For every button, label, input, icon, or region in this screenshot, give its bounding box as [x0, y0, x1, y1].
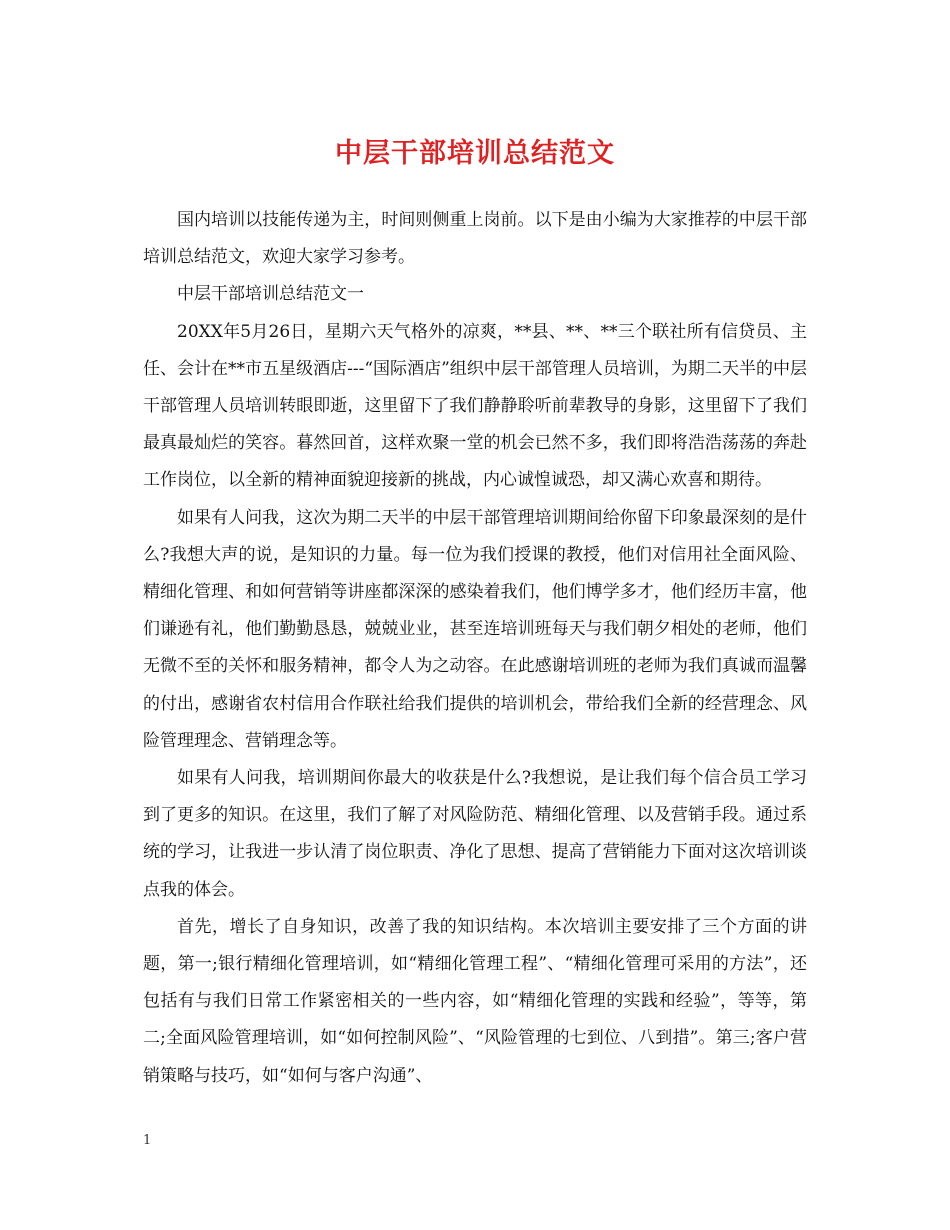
paragraph-biggest-gain: 如果有人问我，培训期间你最大的收获是什么?我想说，是让我们每个信合员工学习到了更多的知识。在这里，我们了解了对风险防范、精细化管理、以及营销手段。通过系统的学习，让我进一步认清了岗位职责、净化了思想、提高了营销能力下面对这次培训谈点我的体会。 [143, 768, 807, 900]
paragraph-deepest-impression: 如果有人问我，这次为期二天半的中层干部管理培训期间给你留下印象最深刻的是什么?我想大声的说，是知识的力量。每一位为我们授课的教授，他们对信用社全面风险、精细化管理、和如何营销等讲座都深深的感染着我们，他们博学多才，他们经历丰富，他们谦逊有礼，他们勤勤恳恳，兢兢业业，甚至连培训班每天与我们朝夕相处的老师，他们无微不至的关怀和服务精神，都令人为之动容。在此感谢培训班的老师为我们真诚而温馨的付出，感谢省农村信用合作联社给我们提供的培训机会，带给我们全新的经营理念、风险管理理念、营销理念等。 [143, 507, 807, 751]
paragraph-intro: 国内培训以技能传递为主，时间则侧重上岗前。以下是由小编为大家推荐的中层干部培训总结范文，欢迎大家学习参考。 [143, 210, 807, 268]
paragraph-first-point: 首先，增长了自身知识，改善了我的知识结构。本次培训主要安排了三个方面的讲题，第一;银行精细化管理培训，如“精细化管理工程”、“精细化管理可采用的方法”，还包括有与我们日常工作紧密相关的一些内容，如“精细化管理的实践和经验”，等等，第二;全面风险管理培训，如“如何控制风险”、“风险管理的七到位、八到措”。第三;客户营销策略与技巧，如“如何与客户沟通”、 [143, 916, 807, 1086]
document-body [143, 202, 807, 1095]
paragraph-training-opening: 20XX年5月26日，星期六天气格外的凉爽，**县、**、**三个联社所有信贷员、主任、会计在**市五星级酒店---“国际酒店”组织中层干部管理人员培训，为期二天半的中层干部管理人员培训转眼即逝，这里留下了我们静静聆听前辈教导的身影，这里留下了我们最真最灿烂的笑容。暮然回首，这样欢聚一堂的机会已然不多，我们即将浩浩荡荡的奔赴工作岗位，以全新的精神面貌迎接新的挑战，内心诚惶诚恐，却又满心欢喜和期待。 [143, 321, 807, 491]
document-title: 中层干部培训总结范文 [335, 138, 615, 169]
page-number: 1 [143, 1133, 152, 1148]
paragraph-section-heading: 中层干部培训总结范文一 [177, 284, 364, 305]
